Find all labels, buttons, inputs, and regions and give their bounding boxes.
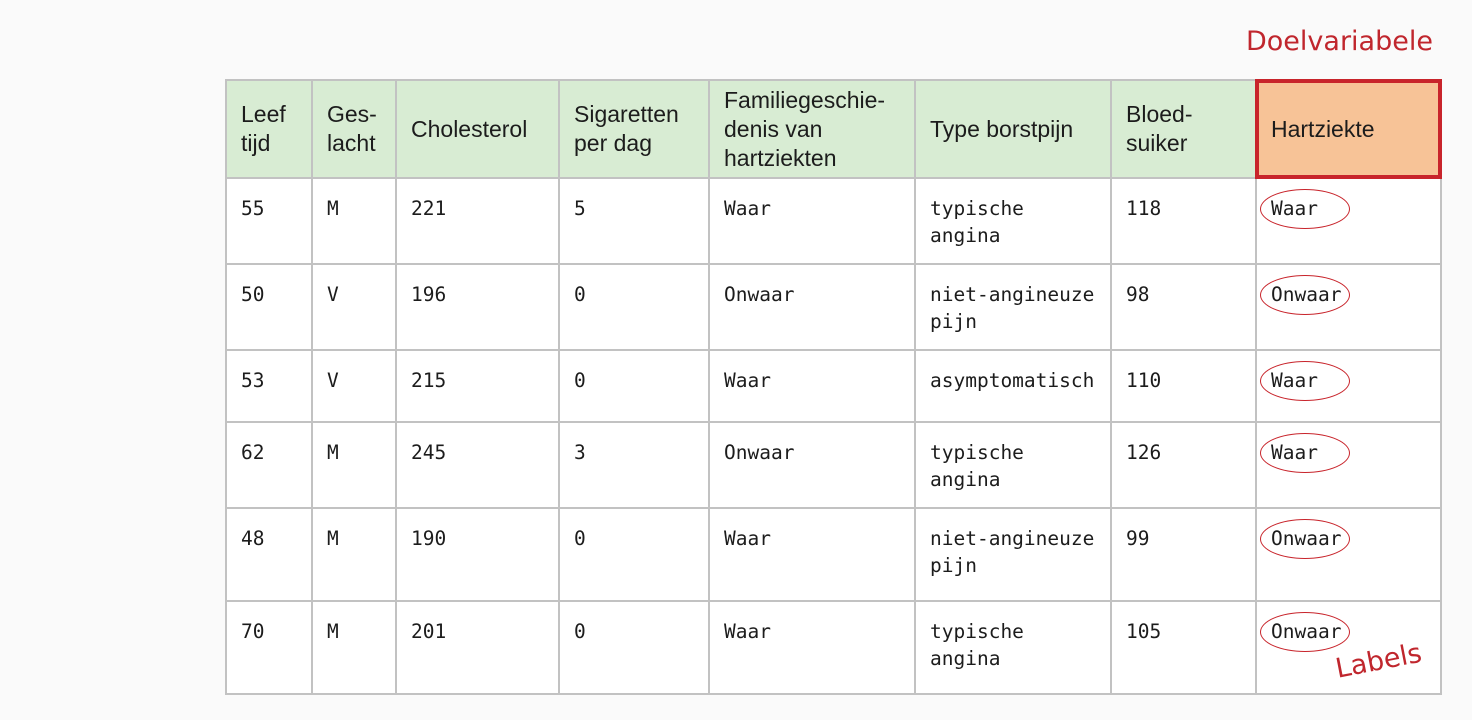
- cell-blood-sugar: 98: [1111, 264, 1256, 350]
- cell-cholesterol: 196: [396, 264, 559, 350]
- cell-cigarettes: 0: [559, 601, 709, 694]
- column-header-family-history: Familiegeschie-denis van hartziekten: [709, 80, 915, 178]
- cell-label-heart-disease: [1256, 422, 1441, 508]
- cell-cholesterol: 221: [396, 178, 559, 264]
- cell-age: 62: [226, 422, 312, 508]
- column-header-age: Leef tijd: [226, 80, 312, 178]
- cell-family-history: Waar: [709, 178, 915, 264]
- cell-family-history: Waar: [709, 350, 915, 422]
- cell-cholesterol: 245: [396, 422, 559, 508]
- column-header-sex: Ges-lacht: [312, 80, 396, 178]
- cell-cigarettes: 5: [559, 178, 709, 264]
- cell-chest-pain-type: typische angina: [915, 422, 1111, 508]
- cell-blood-sugar: 126: [1111, 422, 1256, 508]
- cell-age: 70: [226, 601, 312, 694]
- label-value: Waar: [1271, 197, 1318, 220]
- cell-chest-pain-type: niet-angineuze pijn: [915, 508, 1111, 601]
- cell-sex: M: [312, 422, 396, 508]
- cell-sex: V: [312, 350, 396, 422]
- column-header-chest-pain-type: Type borstpijn: [915, 80, 1111, 178]
- cell-sex: M: [312, 508, 396, 601]
- target-variable-annotation: Doelvariabele: [1246, 26, 1433, 57]
- table-header-row: [226, 80, 1441, 178]
- cell-blood-sugar: 110: [1111, 350, 1256, 422]
- table-row: [226, 422, 1441, 508]
- cell-chest-pain-type: niet-angineuze pijn: [915, 264, 1111, 350]
- label-value: Waar: [1271, 441, 1318, 464]
- column-header-cholesterol: Cholesterol: [396, 80, 559, 178]
- cell-age: 48: [226, 508, 312, 601]
- cell-cigarettes: 0: [559, 508, 709, 601]
- cell-label-heart-disease: [1256, 178, 1441, 264]
- table-row: [226, 601, 1441, 694]
- cell-label-heart-disease: [1256, 264, 1441, 350]
- cell-family-history: Waar: [709, 601, 915, 694]
- cell-family-history: Onwaar: [709, 422, 915, 508]
- table-row: [226, 508, 1441, 601]
- cell-cigarettes: 0: [559, 350, 709, 422]
- cell-family-history: Onwaar: [709, 264, 915, 350]
- label-value: Onwaar: [1271, 620, 1342, 643]
- column-header-target-heart-disease: [1256, 80, 1441, 178]
- table-row: [226, 350, 1441, 422]
- cell-cholesterol: 215: [396, 350, 559, 422]
- cell-cigarettes: 3: [559, 422, 709, 508]
- column-header-cigarettes: Sigaretten per dag: [559, 80, 709, 178]
- cell-sex: M: [312, 178, 396, 264]
- cell-label-heart-disease: [1256, 508, 1441, 601]
- labels-annotation: Labels: [1333, 637, 1425, 685]
- label-value: Onwaar: [1271, 283, 1342, 306]
- cell-family-history: Waar: [709, 508, 915, 601]
- cell-sex: M: [312, 601, 396, 694]
- cell-blood-sugar: 118: [1111, 178, 1256, 264]
- cell-cigarettes: 0: [559, 264, 709, 350]
- cell-chest-pain-type: typische angina: [915, 178, 1111, 264]
- target-header-label: Hartziekte: [1271, 115, 1375, 142]
- cell-chest-pain-type: typische angina: [915, 601, 1111, 694]
- cell-age: 55: [226, 178, 312, 264]
- table-row: [226, 178, 1441, 264]
- heart-disease-table: [225, 79, 1442, 695]
- cell-chest-pain-type: asymptomatisch: [915, 350, 1111, 422]
- cell-blood-sugar: 99: [1111, 508, 1256, 601]
- cell-blood-sugar: 105: [1111, 601, 1256, 694]
- cell-sex: V: [312, 264, 396, 350]
- label-value: Waar: [1271, 369, 1318, 392]
- table-row: [226, 264, 1441, 350]
- cell-label-heart-disease: [1256, 350, 1441, 422]
- cell-age: 53: [226, 350, 312, 422]
- label-value: Onwaar: [1271, 527, 1342, 550]
- cell-cholesterol: 201: [396, 601, 559, 694]
- cell-age: 50: [226, 264, 312, 350]
- cell-cholesterol: 190: [396, 508, 559, 601]
- column-header-blood-sugar: Bloed-suiker: [1111, 80, 1256, 178]
